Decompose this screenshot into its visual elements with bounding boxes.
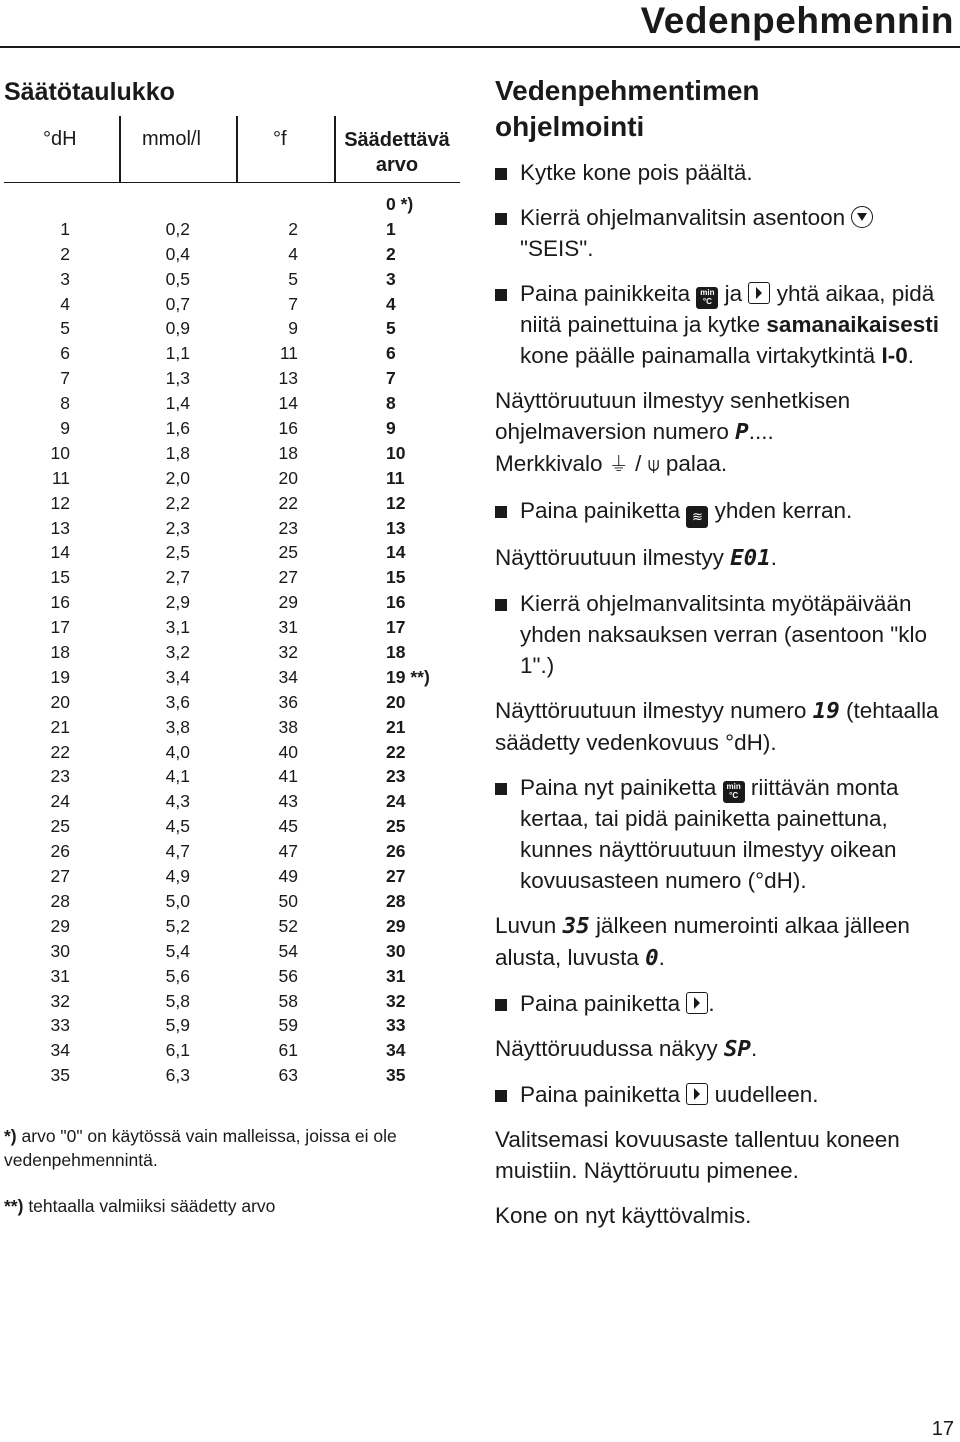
cell-dh: 2: [60, 243, 70, 264]
cell-dh: 26: [50, 841, 70, 862]
cell-setting: 21: [386, 716, 406, 737]
cell-dh: 30: [50, 940, 70, 961]
cell-mmol: 4,7: [165, 841, 190, 862]
step-item: [495, 495, 955, 528]
min-celsius-button-icon: min °C: [696, 287, 718, 309]
instructions-section: [495, 73, 955, 1245]
step-item: [495, 278, 955, 371]
step-item: [495, 1079, 955, 1110]
cell-setting: 1: [386, 218, 396, 239]
cell-f: 47: [278, 841, 298, 862]
cell-setting: 18: [386, 642, 406, 663]
table-row: [4, 316, 460, 341]
cell-setting: 24: [386, 791, 406, 812]
step-text: Kierrä ohjelmanvalitsinta myötäpäivään yhden naksauksen verran (asentoon "klo 1".): [520, 591, 927, 678]
cell-mmol: 2,2: [165, 492, 190, 513]
table-row: [4, 1038, 460, 1063]
table-header: [4, 116, 460, 183]
table-row: [4, 540, 460, 565]
cell-setting: 14: [386, 542, 406, 563]
table-row: [4, 864, 460, 889]
cell-f: 50: [278, 890, 298, 911]
cell-mmol: 5,8: [165, 990, 190, 1011]
cell-dh: 16: [50, 592, 70, 613]
footnote-2-text: tehtaalla valmiiksi säädetty arvo: [23, 1196, 276, 1216]
cell-f: 31: [278, 617, 298, 638]
cell-mmol: 3,6: [165, 691, 190, 712]
table-row: [4, 366, 460, 391]
cell-mmol: 5,4: [165, 940, 190, 961]
cell-dh: 33: [50, 1015, 70, 1036]
column-header-f: °f: [273, 128, 287, 150]
cell-f: 61: [278, 1040, 298, 1061]
cell-f: 54: [278, 940, 298, 961]
cell-f: 16: [278, 418, 298, 439]
step-text: yhtä aikaa, pidä niitä painettuina ja kytke: [520, 281, 935, 337]
table-row: [4, 242, 460, 267]
step-item: [495, 588, 955, 681]
cell-f: 20: [278, 467, 298, 488]
cell-dh: 17: [50, 617, 70, 638]
cell-mmol: 4,0: [165, 741, 190, 762]
display-readout: P: [735, 419, 749, 445]
cell-mmol: 5,2: [165, 915, 190, 936]
cell-mmol: 4,1: [165, 766, 190, 787]
cell-setting: 10: [386, 442, 406, 463]
step-text: Paina painiketta: [520, 991, 681, 1016]
table-row: [4, 964, 460, 989]
column-divider: [119, 116, 121, 182]
cell-f: 41: [278, 766, 298, 787]
table-row-zero: [4, 192, 460, 217]
cell-f: 25: [278, 542, 298, 563]
cell-f: 34: [278, 666, 298, 687]
footnote-1-text: arvo "0" on käytössä vain malleissa, joissa ei ole vedenpehmennintä.: [4, 1126, 397, 1170]
cell-setting: 22: [386, 741, 406, 762]
step-text: Paina painiketta: [520, 498, 681, 523]
table-row: [4, 491, 460, 516]
cell-f: 63: [278, 1065, 298, 1086]
power-switch-label: I-0: [881, 343, 908, 368]
stop-position-icon: [851, 206, 873, 228]
step-item: [495, 157, 955, 188]
step-item: [495, 988, 955, 1019]
cell-f: 45: [278, 816, 298, 837]
display-readout: SP: [723, 1036, 751, 1062]
display-readout: 35: [562, 913, 590, 939]
cell-setting: 5: [386, 318, 396, 339]
cell-dh: 29: [50, 915, 70, 936]
paragraph: Kone on nyt käyttövalmis.: [495, 1203, 752, 1228]
cell-mmol: 6,3: [165, 1065, 190, 1086]
step-text-bold: samanaikaisesti: [766, 312, 940, 337]
cell-setting: 33: [386, 1015, 406, 1036]
cell-dh: 12: [50, 492, 70, 513]
paragraph-text: (tehtaalla säädetty vedenkovuus °dH).: [495, 698, 939, 755]
cell-setting: 15: [386, 567, 406, 588]
table-row: [4, 292, 460, 317]
column-divider: [334, 116, 336, 182]
cell-mmol: 0,2: [165, 218, 190, 239]
paragraph: [495, 910, 955, 974]
step-text: ja: [724, 281, 743, 306]
cell-f: 32: [278, 642, 298, 663]
start-button-icon: [686, 1083, 708, 1105]
cell-mmol: 2,3: [165, 517, 190, 538]
cell-setting: 35: [386, 1065, 406, 1086]
cell-dh: 19: [50, 666, 70, 687]
table-row: [4, 839, 460, 864]
cell-setting: 4: [386, 293, 396, 314]
step-item: [495, 202, 955, 264]
cell-setting: 11: [386, 467, 405, 488]
cell-setting: 13: [386, 517, 406, 538]
table-footnotes: [4, 1124, 460, 1240]
cell-setting: 29: [386, 915, 406, 936]
table-row: [4, 914, 460, 939]
cell-setting: 9: [386, 418, 396, 439]
cell-f: 56: [278, 965, 298, 986]
cell-mmol: 0,9: [165, 318, 190, 339]
cell-setting: 34: [386, 1040, 406, 1061]
cell-setting: 2: [386, 243, 396, 264]
paragraph-text: .: [750, 1036, 758, 1061]
cell-dh: 5: [60, 318, 70, 339]
page-header-title: Vedenpehmennin: [640, 0, 954, 41]
step-text: Kierrä ohjelmanvalitsin asentoon: [520, 205, 846, 230]
instructions-title: [495, 73, 955, 145]
settings-table: [4, 116, 460, 1088]
cell-f: 9: [288, 318, 298, 339]
paragraph-text: jälkeen numerointi alkaa jälleen alusta, luvusta: [495, 913, 910, 970]
cell-mmol: 4,9: [165, 866, 190, 887]
cell-f: 52: [278, 915, 298, 936]
cell-dh: 14: [50, 542, 70, 563]
display-readout: 0: [645, 945, 659, 971]
cell-dh: 8: [60, 393, 70, 414]
cell-setting: 31: [386, 965, 406, 986]
cell-dh: 15: [50, 567, 70, 588]
footnote-2-mark: **): [4, 1196, 24, 1216]
table-row: [4, 1013, 460, 1038]
cell-mmol: 2,0: [165, 467, 190, 488]
table-row: [4, 416, 460, 441]
cell-mmol: 5,0: [165, 890, 190, 911]
cell-f: 5: [288, 268, 298, 289]
table-row: [4, 516, 460, 541]
table-row: [4, 789, 460, 814]
cell-f: 2: [288, 218, 298, 239]
step-text: riittävän monta kertaa, tai pidä painiketta painettuna, kunnes näyttöruutuun ilmestyy oikean kovuusasteen numero (°dH).: [520, 775, 899, 893]
cell-dh: 4: [60, 293, 70, 314]
cell-dh: 7: [60, 368, 70, 389]
display-readout: E01: [730, 545, 771, 571]
cell-f: 49: [278, 866, 298, 887]
cell-dh: 9: [60, 418, 70, 439]
paragraph-text: .: [658, 945, 665, 970]
cell-f: 59: [278, 1015, 298, 1036]
table-row: [4, 939, 460, 964]
cell-setting: 25: [386, 816, 406, 837]
cell-dh: 1: [60, 218, 70, 239]
drying-button-icon: ≋: [686, 506, 708, 528]
table-row: [4, 715, 460, 740]
cell-setting: 19 **): [386, 666, 430, 687]
step-text: kone päälle painamalla virtakytkintä: [520, 343, 876, 368]
cell-f: 7: [288, 293, 298, 314]
cell-setting: 6: [386, 343, 396, 364]
instructions-title-line1: Vedenpehmentimen: [495, 75, 760, 106]
cell-setting: 8: [386, 393, 396, 414]
table-row: [4, 989, 460, 1014]
table-row: [4, 665, 460, 690]
footnote-2: [4, 1194, 460, 1218]
step-text: Paina painikkeita: [520, 281, 691, 306]
table-row: [4, 341, 460, 366]
paragraph: Valitsemasi kovuusaste tallentuu koneen muistiin. Näyttöruutu pimenee.: [495, 1127, 900, 1183]
cell-mmol: 0,4: [165, 243, 190, 264]
paragraph-text: .: [770, 545, 778, 570]
cell-mmol: 1,1: [165, 343, 190, 364]
cell-f: 29: [278, 592, 298, 613]
start-button-icon: [686, 992, 708, 1014]
cell-mmol: 1,3: [165, 368, 190, 389]
cell-mmol: 4,5: [165, 816, 190, 837]
cell-setting: 12: [386, 492, 406, 513]
cell-dh: 10: [50, 442, 70, 463]
cell-dh: 34: [50, 1040, 70, 1061]
cell-setting: 7: [386, 368, 396, 389]
cell-f: 23: [278, 517, 298, 538]
cell-f: 40: [278, 741, 298, 762]
cell-f: 58: [278, 990, 298, 1011]
cell-dh: 31: [50, 965, 70, 986]
table-row: [4, 391, 460, 416]
table-row: [4, 217, 460, 242]
cell-mmol: 4,3: [165, 791, 190, 812]
cell-f: 14: [278, 393, 298, 414]
paragraph-text: Merkkivalo: [495, 451, 603, 476]
cell-mmol: 5,9: [165, 1015, 190, 1036]
step-text: uudelleen.: [714, 1082, 819, 1107]
table-row: [4, 267, 460, 292]
cell-setting: 17: [386, 617, 406, 638]
table-row: [4, 441, 460, 466]
step-text: Paina painiketta: [520, 1082, 681, 1107]
cell-setting: 26: [386, 841, 406, 862]
cell-f: 18: [278, 442, 298, 463]
cell-f: 13: [278, 368, 298, 389]
cell-mmol: 3,8: [165, 716, 190, 737]
cell-mmol: 1,6: [165, 418, 190, 439]
table-row: [4, 615, 460, 640]
cell-mmol: 3,2: [165, 642, 190, 663]
table-row: [4, 466, 460, 491]
table-row: [4, 690, 460, 715]
cell-dh: 27: [50, 866, 70, 887]
water-softener-indicator-icon: ⍦: [647, 454, 660, 476]
start-button-icon: [748, 282, 770, 304]
column-divider: [236, 116, 238, 182]
cell-dh: 32: [50, 990, 70, 1011]
cell-setting: 20: [386, 691, 406, 712]
cell-f: 22: [278, 492, 298, 513]
paragraph-text: Näyttöruudussa näkyy: [495, 1036, 718, 1061]
cell-dh: 6: [60, 343, 70, 364]
table-row: [4, 889, 460, 914]
paragraph-text: ....: [748, 419, 774, 444]
cell-f: 38: [278, 716, 298, 737]
display-readout: 19: [812, 698, 840, 724]
cell-dh: 3: [60, 268, 70, 289]
step-text: yhden kerran.: [714, 498, 853, 523]
paragraph-text: Näyttöruutuun ilmestyy senhetkisen ohjelmaversion numero: [495, 388, 851, 444]
paragraph-text: /: [635, 451, 642, 476]
cell-f: 27: [278, 567, 298, 588]
paragraph: [495, 695, 955, 758]
paragraph-text: Näyttöruutuun ilmestyy: [495, 545, 724, 570]
column-header-dh: °dH: [43, 128, 77, 150]
cell-setting: 30: [386, 940, 406, 961]
cell-dh: 11: [51, 467, 70, 488]
table-row: [4, 1063, 460, 1088]
cell-dh: 23: [50, 766, 70, 787]
cell-setting: 16: [386, 592, 406, 613]
header-rule: [0, 46, 960, 48]
cell-dh: 13: [50, 517, 70, 538]
page-number: 17: [931, 1418, 954, 1440]
cell-f: 4: [288, 243, 298, 264]
cell-dh: 28: [50, 890, 70, 911]
cell-mmol: 2,7: [165, 567, 190, 588]
cell-setting: 27: [386, 866, 406, 887]
table-body: [4, 192, 460, 1088]
cell-f: 36: [278, 691, 298, 712]
cell-mmol: 0,7: [165, 293, 190, 314]
table-row: [4, 764, 460, 789]
cell-f: 11: [279, 343, 298, 364]
column-header-setting: Säädettävä arvo: [344, 129, 450, 176]
cell-setting: 32: [386, 990, 406, 1011]
cell-dh: 18: [50, 642, 70, 663]
cell-mmol: 1,4: [165, 393, 190, 414]
cell-mmol: 2,5: [165, 542, 190, 563]
cell-dh: 25: [50, 816, 70, 837]
paragraph: [495, 1033, 955, 1065]
tap-indicator-icon: ⏚: [608, 454, 629, 476]
cell-mmol: 1,8: [165, 442, 190, 463]
step-text: .: [708, 991, 715, 1016]
cell-dh: 24: [50, 791, 70, 812]
footnote-1: [4, 1124, 460, 1172]
column-header-mmol: mmol/l: [142, 128, 201, 150]
paragraph: [495, 542, 955, 574]
cell-dh: 35: [50, 1065, 70, 1086]
paragraph: [495, 385, 955, 481]
step-text: "SEIS".: [520, 236, 594, 261]
cell-setting: 3: [386, 268, 396, 289]
cell-dh: 20: [50, 691, 70, 712]
cell-mmol: 5,6: [165, 965, 190, 986]
cell-mmol: 3,4: [165, 666, 190, 687]
step-text: Kytke kone pois päältä.: [520, 160, 753, 185]
table-row: [4, 740, 460, 765]
table-row: [4, 814, 460, 839]
cell-mmol: 2,9: [165, 592, 190, 613]
instructions-title-line2: ohjelmointi: [495, 111, 645, 142]
settings-table-section: [4, 78, 460, 107]
cell-mmol: 3,1: [165, 617, 190, 638]
paragraph-text: Näyttöruutuun ilmestyy numero: [495, 698, 807, 723]
setting-value-zero: 0 *): [386, 194, 414, 214]
table-row: [4, 640, 460, 665]
cell-dh: 21: [50, 716, 70, 737]
paragraph-text: Luvun: [495, 913, 557, 938]
section-title: Säätötaulukko: [4, 78, 175, 106]
cell-setting: 23: [386, 766, 406, 787]
cell-setting: 28: [386, 890, 406, 911]
step-text: Paina nyt painiketta: [520, 775, 717, 800]
cell-dh: 22: [50, 741, 70, 762]
paragraph-text: palaa.: [665, 451, 728, 476]
cell-f: 43: [278, 791, 298, 812]
footnote-1-mark: *): [4, 1126, 17, 1146]
step-text: .: [907, 343, 914, 368]
cell-mmol: 0,5: [165, 268, 190, 289]
table-row: [4, 590, 460, 615]
step-item: [495, 772, 955, 896]
table-row: [4, 565, 460, 590]
min-celsius-button-icon: min °C: [723, 781, 745, 803]
cell-mmol: 6,1: [165, 1040, 190, 1061]
